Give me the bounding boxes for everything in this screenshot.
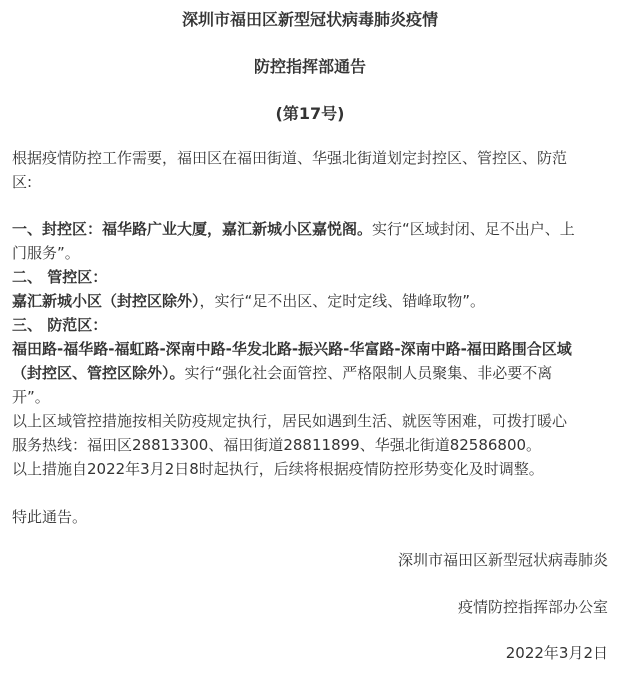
section-3-line-2 [12, 361, 612, 385]
section-1-heading: 一、封控区： [12, 220, 103, 238]
section-3-areas-line-1: 福田路-福华路-福虹路-深南中路-华发北路-振兴路-华富路-深南中路-福田路围合区域 [12, 340, 572, 358]
section-2-areas: 嘉汇新城小区（封控区除外） [12, 292, 200, 310]
intro-line-1: 根据疫情防控工作需要，福田区在福田街道、华强北街道划定封控区、管控区、防范 [12, 149, 568, 167]
section-1-line-2: 门服务”。 [12, 244, 80, 262]
section-3-measure: 实行“强化社会面管控、严格限制人员聚集、非必要不离 [184, 364, 553, 382]
section-3-heading: 三、 防范区： [12, 316, 108, 334]
closing: 特此通告。 [12, 508, 88, 526]
hotline-line-2: 服务热线：福田区28813300、福田街道28811899、华强北街道82586800。 [12, 436, 542, 454]
section-2-body [12, 289, 612, 313]
title-line-1: 深圳市福田区新型冠状病毒肺炎疫情 [181, 10, 438, 29]
effective-notice: 以上措施自2022年3月2日8时起执行，后续将根据疫情防控形势变化及时调整。 [12, 460, 544, 478]
notice-number: (第17号) [275, 104, 345, 123]
section-1-line-1 [12, 217, 612, 241]
section-2-heading: 二、 管控区： [12, 268, 108, 286]
section-2-measure: ，实行“足不出区、定时定线、错峰取物”。 [199, 292, 486, 310]
signature-date: 2022年3月2日 [505, 644, 608, 662]
section-1-areas: 福华路广业大厦，嘉汇新城小区嘉悦阁。 [102, 220, 373, 238]
section-3-line-3: 开”。 [12, 388, 50, 406]
section-3-areas-line-2: （封控区、管控区除外）。 [12, 364, 185, 382]
title-line-2: 防控指挥部通告 [253, 57, 366, 76]
hotline-line-1: 以上区域管控措施按相关防疫规定执行，居民如遇到生活、就医等困难，可拨打暖心 [12, 412, 568, 430]
signature-org-line-1: 深圳市福田区新型冠状病毒肺炎 [397, 551, 608, 569]
signature-org-line-2: 疫情防控指挥部办公室 [457, 598, 608, 616]
intro-line-2: 区: [12, 173, 33, 191]
section-1-measure: 实行“区域封闭、足不出户、上 [372, 220, 575, 238]
